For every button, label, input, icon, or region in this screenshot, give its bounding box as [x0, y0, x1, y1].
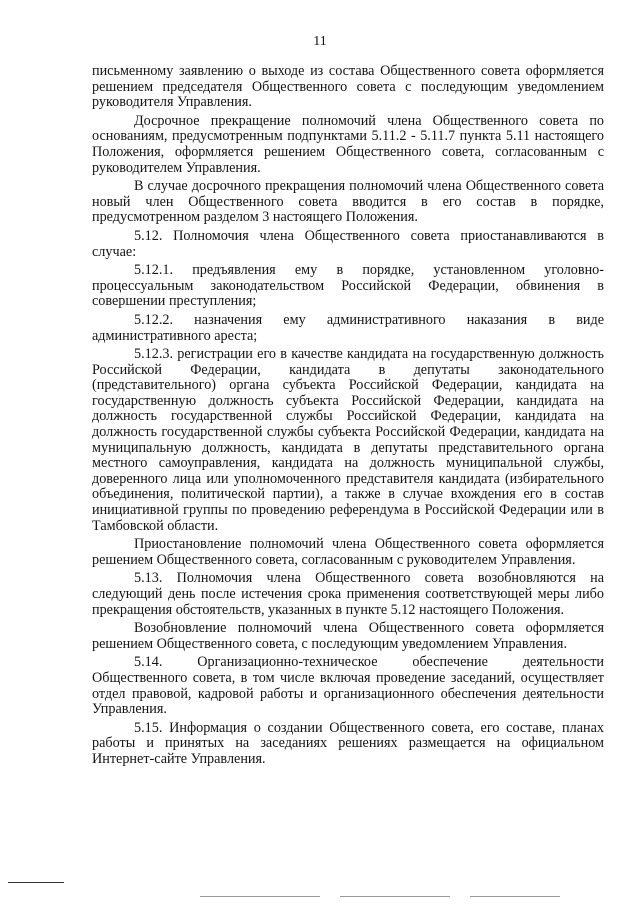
paragraph: 5.12.3. регистрации его в качестве кандидата на государственную должность Российской Федерации, кандидата в депутаты законодательного (представительного) органа субъекта Российской Федерации, кандидата на государственную должность субъекта Российской Федерации, кандидата на должность государственной службы Российской Федерации, кандидата на должность государственной службы субъекта Российской Федерации, кандидата на муниципальную должность, кандидата в депутаты представительного органа местного самоуправления, кандидата на должность муниципальной службы, доверенного лица или уполномоченного представителя кандидата (избирательного объединения, политической партии), а также в случае вхождения его в состав инициативной группы по проведению референдума в Российской Федерации или в Тамбовской области. — [92, 346, 604, 534]
paragraph: 5.12.2. назначения ему административного наказания в виде административного ареста; — [92, 311, 604, 344]
scan-artifact — [200, 896, 320, 897]
page-number: 11 — [313, 34, 327, 49]
scan-artifact — [340, 896, 450, 897]
paragraph: 5.15. Информация о создании Общественного совета, его составе, планах работы и принятых на заседаниях решениях размещается на официальном Интернет-сайте Управления. — [92, 719, 604, 767]
paragraph: 5.13. Полномочия члена Общественного совета возобновляются на следующий день после истечения срока применения соответствующей меры либо прекращения обстоятельств, указанных в пункте 5.12 настоящего Положения. — [92, 570, 604, 618]
document-body — [92, 64, 604, 771]
footnote-divider — [8, 882, 64, 883]
paragraph: 5.12.1. предъявления ему в порядке, установленном уголовно-процессуальным законодательством Российской Федерации, обвинения в совершении преступления; — [92, 262, 604, 310]
paragraph: 5.14. Организационно-техническое обеспечение деятельности Общественного совета, в том числе включая проведение заседаний, осуществляет отдел правовой, кадровой работы и организационного обеспечения деятельности Управления. — [92, 654, 604, 718]
paragraph: Досрочное прекращение полномочий члена Общественного совета по основаниям, предусмотренным подпунктами 5.11.2 - 5.11.7 пункта 5.11 настоящего Положения, оформляется решением Общественного совета, согласованным с руководителем Управления. — [92, 112, 604, 176]
paragraph: Приостановление полномочий члена Общественного совета оформляется решением Общественного совета, согласованным с руководителем Управления. — [92, 536, 604, 568]
paragraph: Возобновление полномочий члена Общественного совета оформляется решением Общественного совета, с последующим уведомлением Управления. — [92, 620, 604, 652]
paragraph: В случае досрочного прекращения полномочий члена Общественного совета новый член Общественного совета вводится в его состав в порядке, предусмотренном разделом 3 настоящего Положения. — [92, 178, 604, 226]
paragraph: письменному заявлению о выходе из состава Общественного совета оформляется решением председателя Общественного совета с последующим уведомлением руководителя Управления. — [92, 63, 604, 111]
scan-artifact — [470, 896, 560, 897]
paragraph: 5.12. Полномочия члена Общественного совета приостанавливаются в случае: — [92, 227, 604, 260]
